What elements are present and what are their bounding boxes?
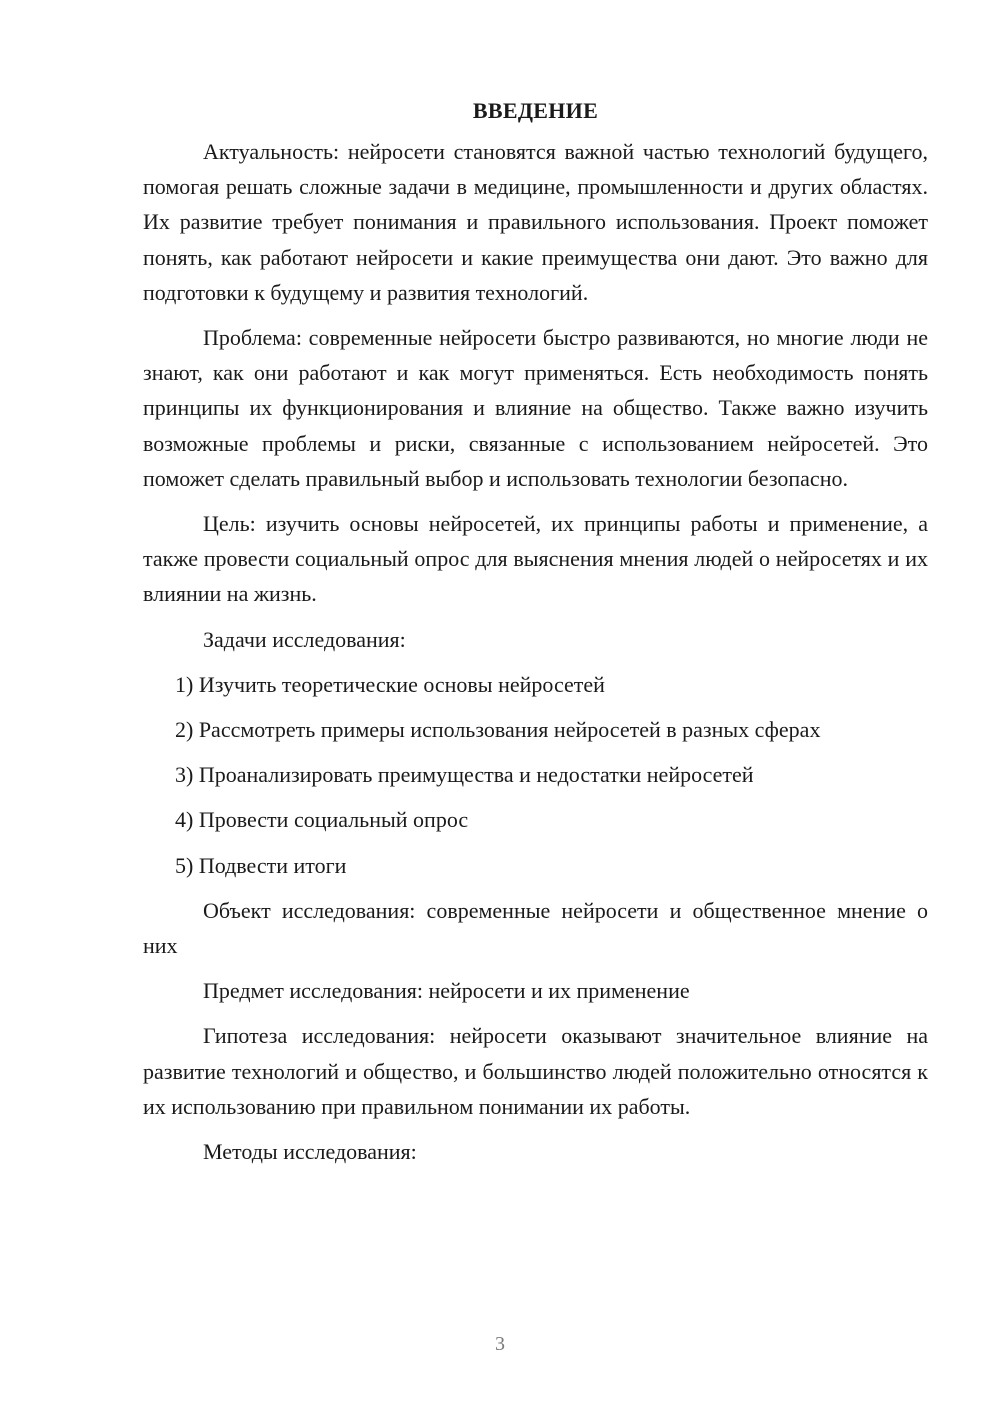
task-item: 2) Рассмотреть примеры использования нейросетей в разных сферах: [175, 717, 821, 743]
methods-title: Методы исследования:: [203, 1139, 417, 1165]
hypothesis-paragraph: Гипотеза исследования: нейросети оказывают значительное влияние на развитие технологий и общество, и большинство людей положительно относятся к их использованию при правильном понимании их работы.: [143, 1023, 928, 1119]
task-item: 4) Провести социальный опрос: [175, 807, 469, 833]
subject-paragraph: Предмет исследования: нейросети и их применение: [203, 978, 690, 1004]
tasks-list: [143, 667, 928, 883]
task-item: 5) Подвести итоги: [175, 852, 347, 878]
problem-paragraph: Проблема: современные нейросети быстро развиваются, но многие люди не знают, как они работают и как могут применяться. Есть необходимость понять принципы их функционирования и влияние на общество. Также важно изучить возможные проблемы и риски, связанные с использованием нейросетей. Это поможет сделать правильный выбор и использовать технологии безопасно.: [143, 325, 928, 491]
document-page: [143, 93, 928, 1179]
page-number: 3: [495, 1333, 505, 1355]
section-heading: ВВЕДЕНИЕ: [472, 98, 599, 123]
object-paragraph: Объект исследования: современные нейросети и общественное мнение о них: [143, 897, 928, 959]
goal-paragraph: Цель: изучить основы нейросетей, их принципы работы и применение, а также провести социальный опрос для выяснения мнения людей о нейросетях и их влиянии на жизнь.: [143, 511, 928, 607]
task-item: 1) Изучить теоретические основы нейросетей: [175, 671, 605, 697]
relevance-paragraph: Актуальность: нейросети становятся важной частью технологий будущего, помогая решать сложные задачи в медицине, промышленности и других областях. Их развитие требует понимания и правильного использования. Проект поможет понять, как работают нейросети и какие преимущества они дают. Это важно для подготовки к будущему и развития технологий.: [143, 139, 928, 305]
tasks-title: Задачи исследования:: [203, 626, 406, 652]
task-item: 3) Проанализировать преимущества и недостатки нейросетей: [175, 762, 754, 788]
